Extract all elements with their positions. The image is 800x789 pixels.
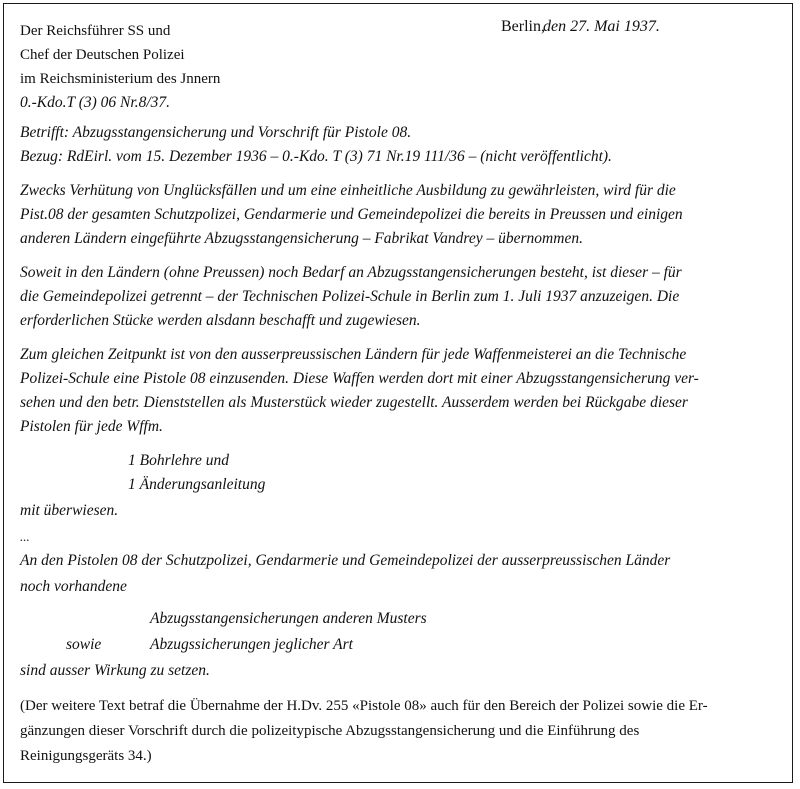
enclosure-item-1: 1 Bohrlehre und [128, 452, 230, 469]
editorial-note-line: (Der weitere Text betraf die Übernahme der H.Dv. 255 «Pistole 08» auch für den Bereich der Polizei sowie die Er- [20, 698, 708, 714]
p3-line: Zum gleichen Zeitpunkt ist von den ausserpreussischen Ländern für jede Waffenmeisterei an die Technische [20, 346, 687, 363]
p1-line: anderen Ländern eingeführte Abzugsstangensicherung – Fabrikat Vandrey – übernommen. [20, 230, 583, 247]
enclosure-item-2: 1 Änderungsanleitung [128, 476, 266, 493]
p2-line: erforderlichen Stücke werden alsdann beschafft und zugewiesen. [20, 312, 421, 329]
p1-line: Pist.08 der gesamten Schutzpolizei, Gendarmerie und Gemeindepolizei die bereits in Preussen und einigen [20, 206, 683, 223]
p3-line: Pistolen für jede Wffm. [20, 418, 163, 435]
p2-line: Soweit in den Ländern (ohne Preussen) noch Bedarf an Abzugsstangensicherungen besteht, ist dieser – für [20, 264, 682, 281]
omission-ellipsis: ... [20, 529, 30, 544]
editorial-note-line: Reinigungsgeräts 34.) [20, 748, 152, 764]
list-item-2: Abzugssicherungen jeglicher Art [150, 636, 353, 653]
list-connector: sowie [66, 636, 102, 653]
p2-line: die Gemeindepolizei getrennt – der Technischen Polizei-Schule in Berlin zum 1. Juli 1937 anzuzeigen. Die [20, 288, 680, 305]
editorial-note-line: gänzungen dieser Vorschrift durch die polizeitypische Abzugsstangensicherung und die Einführung des [20, 723, 640, 739]
p4-closing: sind ausser Wirkung zu setzen. [20, 662, 210, 679]
sender-line-3: im Reichsministerium des Jnnern [20, 71, 221, 87]
sender-line-1: Der Reichsführer SS und [20, 23, 171, 39]
p3-closing: mit überwiesen. [20, 502, 119, 519]
sender-line-2: Chef der Deutschen Polizei [20, 47, 185, 63]
reference-number: 0.-Kdo.T (3) 06 Nr.8/37. [20, 94, 170, 111]
list-item-1: Abzugsstangensicherungen anderen Musters [150, 610, 427, 627]
p3-line: sehen und den betr. Dienststellen als Musterstück wieder zugestellt. Ausserdem werden bei Rückgabe dieser [20, 394, 688, 411]
p3-line: Polizei-Schule eine Pistole 08 einzusenden. Diese Waffen werden dort mit einer Abzugsstangensicherung ver- [20, 370, 699, 387]
date: den 27. Mai 1937. [543, 18, 660, 35]
p4-line: An den Pistolen 08 der Schutzpolizei, Gendarmerie und Gemeindepolizei der ausserpreussischen Länder [20, 552, 671, 569]
p1-line: Zwecks Verhütung von Unglücksfällen und um eine einheitliche Ausbildung zu gewährleisten, wird für die [20, 182, 676, 199]
p4-line: noch vorhandene [20, 578, 127, 595]
subject-betrifft: Betrifft: Abzugsstangensicherung und Vorschrift für Pistole 08. [20, 124, 412, 141]
subject-bezug: Bezug: RdEirl. vom 15. Dezember 1936 – 0.-Kdo. T (3) 71 Nr.19 111/36 – (nicht veröffentlicht). [20, 148, 612, 165]
place: Berlin, [501, 18, 545, 35]
